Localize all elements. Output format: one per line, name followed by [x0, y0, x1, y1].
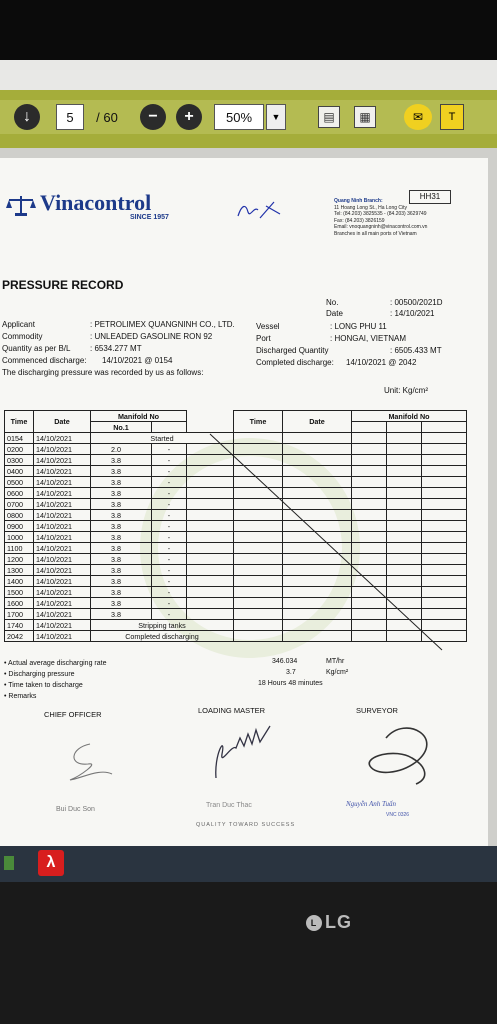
row-pressure-cell: 3.8 [91, 587, 152, 598]
row-dash-cell: - [152, 521, 187, 532]
applicant-value: : PETROLIMEX QUANGNINH CO., LTD. [90, 320, 235, 329]
row-pressure-cell: 3.8 [91, 455, 152, 466]
window-title-strip [0, 60, 497, 90]
branch-fax: Fax: (84.203) 3826159 [334, 217, 385, 224]
no-value: : 00500/2021D [390, 298, 443, 307]
row-pressure-cell: 3.8 [91, 466, 152, 477]
page-total-label: / 60 [96, 109, 118, 125]
row-status-cell: Completed discharging [91, 631, 234, 642]
qty-bl-label: Quantity as per B/L [2, 344, 71, 353]
branch-name: Quang Ninh Branch: [334, 198, 383, 204]
next-page-down-icon[interactable]: ↓ [14, 104, 40, 130]
branch-note: Branches in all main ports of Vietnam [334, 230, 417, 237]
logo-since: SINCE 1957 [130, 214, 169, 221]
motto-text: QUALITY TOWARD SUCCESS [196, 822, 296, 828]
row-date-cell: 14/10/2021 [34, 598, 91, 609]
remarks-label: • Remarks [4, 693, 37, 700]
row-date-cell: 14/10/2021 [34, 631, 91, 642]
zoom-in-icon[interactable]: + [176, 104, 202, 130]
monitor-screen [0, 60, 497, 882]
row-date-cell: 14/10/2021 [34, 532, 91, 543]
row-date-cell: 14/10/2021 [34, 488, 91, 499]
monitor-bezel-top [0, 0, 497, 60]
surveyor-label: SURVEYOR [356, 706, 398, 715]
row-date-cell: 14/10/2021 [34, 477, 91, 488]
row-pressure-cell: 3.8 [91, 609, 152, 620]
loading-master-signature [196, 714, 286, 784]
row-dash-cell: - [152, 499, 187, 510]
col-time-header: Time [5, 411, 34, 433]
fit-page-icon[interactable]: ▤ [318, 106, 340, 128]
row-date-cell: 14/10/2021 [34, 543, 91, 554]
fit-width-icon[interactable]: ▦ [354, 106, 376, 128]
taskbar-app-icon[interactable] [4, 856, 14, 870]
qty-bl-value: : 6534.277 MT [90, 344, 142, 353]
row-date-cell: 14/10/2021 [34, 433, 91, 444]
pressure-unit: Kg/cm² [326, 669, 349, 676]
col-manifold-header: Manifold No [91, 411, 187, 422]
row-time-cell: 1300 [5, 565, 34, 576]
sign-icon[interactable]: T [440, 104, 464, 130]
logo-text: Vinacontrol [40, 190, 152, 215]
branch-tel: Tel: (84.203) 3825535 - (84.203) 3629749 [334, 211, 427, 217]
chief-officer-label: CHIEF OFFICER [44, 710, 102, 719]
pdf-page [0, 158, 488, 848]
row-dash-cell: - [152, 587, 187, 598]
row-pressure-cell: 2.0 [91, 444, 152, 455]
row-time-cell: 1600 [5, 598, 34, 609]
row-dash-cell: - [152, 488, 187, 499]
branch-contact [334, 198, 474, 237]
commodity-value: : UNLEADED GASOLINE RON 92 [90, 332, 213, 341]
row-time-cell: 1700 [5, 609, 34, 620]
row-time-cell: 0700 [5, 499, 34, 510]
unit-label: Unit: Kg/cm² [384, 386, 429, 395]
row-pressure-cell: 3.8 [91, 554, 152, 565]
row-pressure-cell: 3.8 [91, 598, 152, 609]
row-pressure-cell: 3.8 [91, 477, 152, 488]
col-time2-header: Time [234, 411, 283, 433]
loading-master-label: LOADING MASTER [198, 706, 266, 715]
pressure-label: • Discharging pressure [4, 671, 75, 678]
comment-icon[interactable]: ✉ [404, 104, 432, 130]
port-value: : HONGAI, VIETNAM [330, 334, 407, 343]
row-time-cell: 1740 [5, 620, 34, 631]
monitor-bezel-bottom [0, 882, 497, 1024]
pressure-value: 3.7 [286, 669, 296, 676]
col-no2-header [152, 422, 187, 433]
row-time-cell: 0800 [5, 510, 34, 521]
commodity-label: Commodity [2, 332, 43, 341]
row-dash-cell: - [152, 609, 187, 620]
row-time-cell: 2042 [5, 631, 34, 642]
rate-label: • Actual average discharging rate [4, 660, 107, 667]
port-label: Port [256, 334, 271, 343]
surveyor-signature [356, 718, 446, 788]
completed-label: Completed discharge: [256, 358, 334, 367]
row-pressure-cell: 3.8 [91, 543, 152, 554]
row-dash-cell: - [152, 477, 187, 488]
lg-logo: L LG [306, 912, 352, 933]
row-date-cell: 14/10/2021 [34, 587, 91, 598]
zoom-dropdown-chevron-icon[interactable]: ▼ [266, 104, 286, 130]
lg-circle-icon: L [306, 915, 322, 931]
row-status-cell: Stripping tanks [91, 620, 234, 631]
commenced-value: 14/10/2021 @ 0154 [102, 356, 173, 365]
row-pressure-cell: 3.8 [91, 488, 152, 499]
row-dash-cell: - [152, 466, 187, 477]
row-time-cell: 1200 [5, 554, 34, 565]
row-dash-cell: - [152, 532, 187, 543]
commenced-label: Commenced discharge: [2, 356, 87, 365]
time-taken-value: 18 Hours 48 minutes [258, 680, 323, 687]
initials-signature [234, 198, 284, 224]
row-time-cell: 0200 [5, 444, 34, 455]
time-taken-label: • Time taken to discharge [4, 682, 83, 689]
applicant-label: Applicant [2, 320, 35, 329]
row-time-cell: 1000 [5, 532, 34, 543]
loading-master-name: Tran Duc Thac [206, 802, 252, 809]
row-time-cell: 1400 [5, 576, 34, 587]
document-title: PRESSURE RECORD [2, 278, 124, 292]
rate-unit: MT/hr [326, 658, 345, 665]
document-viewport[interactable] [0, 148, 497, 878]
row-pressure-cell: 3.8 [91, 576, 152, 587]
row-date-cell: 14/10/2021 [34, 510, 91, 521]
branch-address: 11 Hoang Long St., Ha Long City [334, 204, 408, 211]
pdf-reader-icon[interactable]: λ [38, 850, 64, 876]
row-dash-cell: - [152, 598, 187, 609]
branch-email: Email: vnoquangninh@vinacontrol.com.vn [334, 224, 428, 230]
completed-value: 14/10/2021 @ 2042 [346, 358, 417, 367]
chief-officer-name: Bui Duc Son [56, 806, 95, 813]
zoom-level-field[interactable]: 50% [214, 104, 264, 130]
row-date-cell: 14/10/2021 [34, 554, 91, 565]
form-code: HH31 [409, 190, 451, 204]
row-pressure-cell: 3.8 [91, 510, 152, 521]
row-pressure-cell: 3.8 [91, 532, 152, 543]
date-value: : 14/10/2021 [390, 309, 435, 318]
chief-officer-signature [60, 738, 120, 788]
date-label: Date [326, 309, 343, 318]
row-date-cell: 14/10/2021 [34, 466, 91, 477]
row-time-cell: 1500 [5, 587, 34, 598]
cancel-diagonal-line [206, 430, 444, 652]
zoom-out-icon[interactable]: − [140, 104, 166, 130]
row-time-cell: 0600 [5, 488, 34, 499]
row-dash-cell: - [152, 444, 187, 455]
col-date2-header: Date [283, 411, 352, 433]
row-dash-cell: - [152, 543, 187, 554]
col-manifold2-header: Manifold No [352, 411, 467, 422]
row-time-cell: 1100 [5, 543, 34, 554]
recorded-text: The discharging pressure was recorded by us as follows: [2, 368, 204, 377]
row-pressure-cell: 3.8 [91, 565, 152, 576]
surveyor-code: VNC 0326 [386, 812, 410, 818]
col-date-header: Date [34, 411, 91, 433]
taskbar [0, 846, 497, 882]
row-date-cell: 14/10/2021 [34, 576, 91, 587]
row-date-cell: 14/10/2021 [34, 565, 91, 576]
row-pressure-cell: 3.8 [91, 499, 152, 510]
discharged-qty-value: : 6505.433 MT [390, 346, 442, 355]
pdf-toolbar [0, 90, 497, 148]
row-time-cell: 0500 [5, 477, 34, 488]
row-date-cell: 14/10/2021 [34, 444, 91, 455]
row-dash-cell: - [152, 565, 187, 576]
vessel-value: : LONG PHU 11 [330, 322, 387, 331]
row-date-cell: 14/10/2021 [34, 620, 91, 631]
row-date-cell: 14/10/2021 [34, 521, 91, 532]
row-date-cell: 14/10/2021 [34, 455, 91, 466]
toolbar-inner [0, 100, 497, 134]
discharged-qty-label: Discharged Quantity [256, 346, 329, 355]
row-date-cell: 14/10/2021 [34, 609, 91, 620]
no-label: No. [326, 298, 339, 307]
scales-logo-icon [6, 194, 36, 216]
row-dash-cell: - [152, 576, 187, 587]
page-number-input[interactable]: 5 [56, 104, 84, 130]
row-pressure-cell: 3.8 [91, 521, 152, 532]
row-time-cell: 0900 [5, 521, 34, 532]
row-time-cell: 0154 [5, 433, 34, 444]
row-dash-cell: - [152, 554, 187, 565]
row-time-cell: 0400 [5, 466, 34, 477]
row-status-cell: Started [91, 433, 234, 444]
row-dash-cell: - [152, 455, 187, 466]
col-no1-header: No.1 [91, 422, 152, 433]
surveyor-name: Nguyễn Anh Tuấn [346, 800, 397, 808]
vessel-label: Vessel [256, 322, 280, 331]
row-date-cell: 14/10/2021 [34, 499, 91, 510]
vinacontrol-logo [6, 190, 151, 216]
rate-value: 346.034 [272, 658, 298, 665]
row-time-cell: 0300 [5, 455, 34, 466]
row-dash-cell: - [152, 510, 187, 521]
